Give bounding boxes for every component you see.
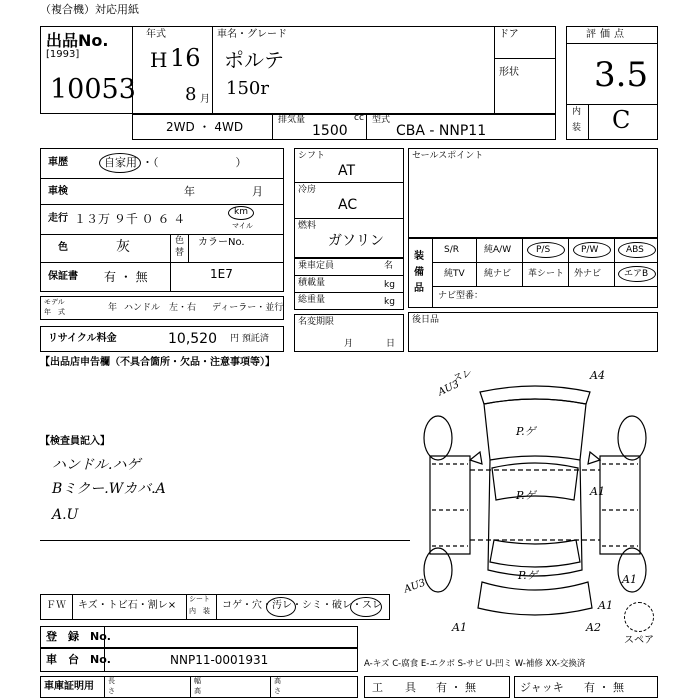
tools-value: 有 ・ 無: [436, 681, 476, 694]
model-label: 型式: [372, 115, 391, 125]
year-era: H: [150, 48, 168, 72]
year-month-unit: 月: [200, 94, 210, 105]
history-other: ・（ ）: [142, 156, 247, 169]
garage-height-2: さ: [274, 687, 281, 695]
history-label: 車歴: [48, 157, 68, 168]
capacity-unit: 名: [384, 261, 394, 271]
warranty-label: 保証書: [48, 271, 78, 282]
car-label: 車名・グレード: [217, 29, 287, 40]
jack-value: 有 ・ 無: [584, 681, 624, 694]
equip-abs: ABS: [626, 245, 644, 255]
interior-value: C: [612, 106, 631, 134]
tools-label: 工 具: [372, 681, 416, 694]
mark-paint-roof: P.ゲ: [516, 489, 536, 502]
mileage-value: １３万 ９千 ０ ６ ４: [74, 212, 186, 226]
mark-a1-rear-right: A1: [622, 573, 637, 586]
capacity-label: 乗車定員: [298, 261, 335, 271]
mileage-label: 走行: [48, 213, 68, 224]
color-value: 灰: [116, 239, 130, 255]
name-change-label: 名変期限: [298, 317, 335, 327]
mileage-unit-km: km: [234, 207, 248, 217]
equip-alloy: 純A/W: [484, 245, 512, 255]
model-year-dealer: ディーラー・並行: [212, 303, 284, 313]
jack-label: ジャッキ: [520, 681, 564, 694]
history-own: 自家用: [104, 156, 137, 169]
retrofit-block: [408, 312, 658, 352]
registration-label: 登 録 No.: [46, 630, 111, 643]
shift-label: シフト: [298, 151, 326, 161]
shape-label: 形状: [499, 67, 519, 78]
mark-a1-bumper: A1: [598, 599, 613, 612]
equip-leather: 革シート: [528, 269, 565, 279]
equipment-label-1: 装: [414, 251, 424, 262]
interior-label-2: 装: [572, 123, 582, 133]
mark-a4: A4: [590, 369, 605, 382]
color-code: 1E7: [210, 267, 233, 281]
warranty-value: 有 ・ 無: [104, 270, 148, 284]
mark-a2: A2: [586, 621, 601, 634]
name-change-day: 日: [386, 339, 396, 349]
weight-label: 総重量: [298, 295, 326, 305]
fw-label: ＦＷ: [46, 600, 66, 611]
interior-label-1: 内: [572, 107, 582, 117]
model-value: CBA - NNP11: [396, 123, 487, 139]
inspector-note-1: ハンドル.ハゲ: [52, 457, 141, 473]
lot-label: 出品No.: [46, 31, 109, 50]
equip-tv: 純TV: [444, 269, 465, 279]
garage-length-2: さ: [108, 687, 115, 695]
mark-au3-rear: AU3: [402, 577, 428, 596]
displacement-value: 1500: [312, 123, 348, 139]
equip-airbag: エアB: [624, 269, 649, 279]
damage-legend: A-キズ C-腐食 E-エクボ S-サビ U-凹ミ W-補修 XX-交換済: [364, 659, 586, 669]
mileage-unit-mile: マイル: [232, 222, 253, 230]
equip-sr: S/R: [444, 245, 459, 255]
fuel-label: 燃料: [298, 221, 317, 231]
recycle-label: リサイクル料金: [48, 333, 117, 344]
mark-au3-front: AU3: [436, 378, 462, 399]
inspector-note-2: Bミクー.Wカバ.A: [52, 481, 166, 497]
equip-ps: P/S: [536, 245, 551, 255]
shift-value: AT: [338, 163, 356, 179]
year-label: 年式: [146, 29, 166, 40]
drive-type: 2WD ・ 4WD: [166, 120, 244, 134]
inspector-note-3: A.U: [52, 507, 79, 523]
year-month: 8: [185, 84, 197, 105]
mark-paint-hood: P.ゲ: [516, 425, 536, 438]
load-unit: kg: [384, 280, 395, 290]
car-grade: 150r: [226, 78, 269, 99]
displacement-unit: cc: [354, 113, 364, 123]
door-label: ドア: [499, 29, 519, 40]
model-year-handle: ハンドル 左・右: [124, 303, 197, 313]
weight-unit: kg: [384, 297, 395, 307]
recycle-value: 10,520: [168, 331, 217, 347]
load-label: 積載量: [298, 278, 326, 288]
equip-navi: 純ナビ: [484, 269, 512, 279]
garage-length-1: 長: [108, 677, 115, 685]
model-year-year: 年: [108, 303, 118, 313]
mark-paint-rear: P.ゲ: [518, 569, 538, 582]
car-name: ポルテ: [224, 48, 284, 72]
lot-number: 10053: [50, 74, 136, 105]
model-year-label-2: 年 式: [44, 308, 65, 316]
ac-value: AC: [338, 197, 358, 213]
inspector-label: 【検査員記入】: [40, 436, 110, 447]
spare-label: スペア: [624, 635, 654, 646]
chassis-value: NNP11-0001931: [170, 653, 269, 667]
color-label: 色: [58, 242, 68, 253]
name-change-month: 月: [344, 339, 354, 349]
garage-label: 車庫証明用: [44, 681, 94, 692]
recycle-unit: 円 預託済: [230, 334, 269, 344]
mark-scratch-front: スレ: [450, 367, 474, 386]
seller-notes-label: 【出品店申告欄（不具合箇所・欠品・注意事項等）】: [40, 357, 275, 368]
color-code-label: カラーNo.: [198, 237, 245, 248]
fuel-value: ガソリン: [328, 233, 384, 249]
score-label: 評価点: [586, 29, 628, 40]
equip-ext-navi: 外ナビ: [574, 269, 602, 279]
fw-text: キズ・トビ石・割レ×: [78, 600, 177, 611]
garage-width-1: 幅: [194, 677, 201, 685]
seat-text: コゲ・穴・汚レ・シミ・破レ・スレ: [222, 600, 382, 611]
sales-point-label: セールスポイント: [412, 151, 484, 161]
sales-point-block: [408, 148, 658, 238]
equip-navi-model: ナビ型番：: [438, 291, 484, 301]
garage-width-2: 高: [194, 687, 201, 695]
model-year-label-1: モデル: [44, 298, 65, 306]
color-change-1: 色: [175, 236, 185, 246]
score-value: 3.5: [594, 55, 649, 95]
equipment-label-2: 備: [414, 267, 424, 278]
lot-year-code: [1993]: [46, 49, 80, 60]
header-note: （複合機）対応用紙: [40, 3, 139, 16]
mark-a1-right: A1: [590, 485, 605, 498]
inspection-month: 月: [252, 185, 263, 198]
mark-a1-rear-left: A1: [452, 621, 467, 634]
ac-label: 冷房: [298, 185, 317, 195]
inspection-year: 年: [184, 185, 195, 198]
seat-label-1: シート: [189, 595, 210, 603]
seat-label-2: 内 装: [189, 607, 210, 615]
equipment-label-3: 品: [414, 283, 424, 294]
equip-pw: P/W: [581, 245, 599, 255]
chassis-label: 車 台 No.: [46, 653, 111, 666]
year-value: 16: [170, 44, 201, 72]
garage-height-1: 高: [274, 677, 281, 685]
displacement-label: 排気量: [278, 115, 306, 125]
retrofit-label: 後日品: [412, 315, 440, 325]
inspection-label: 車検: [48, 186, 68, 197]
color-change-2: 替: [175, 248, 185, 258]
